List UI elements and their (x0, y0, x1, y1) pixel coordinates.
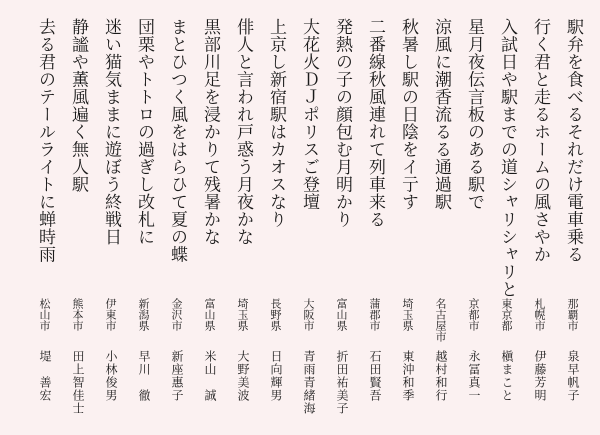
haiku-verse: 静謐や薫風遍く無人駅 (68, 18, 88, 193)
haiku-verse: まとひつく風をはらひて夏の蝶 (167, 18, 187, 263)
haiku-column (523, 0, 556, 435)
haiku-column (292, 0, 325, 435)
poet-location: 京都市 (467, 298, 480, 331)
poet-location: 長野県 (269, 298, 282, 331)
poet-name: 堤 善宏 (38, 350, 52, 402)
haiku-verse: 駅弁を食べるそれだけ電車乗る (563, 18, 583, 263)
poet-location: 埼玉県 (236, 298, 249, 331)
poet-location: 那覇市 (566, 298, 579, 331)
poet-name: 泉早帆子 (566, 350, 580, 402)
poet-name: 永冨真一 (467, 350, 481, 402)
haiku-column (490, 0, 523, 435)
poet-name: 伊藤芳明 (533, 350, 547, 402)
haiku-column (556, 0, 589, 435)
poet-name: 越村和行 (434, 350, 448, 402)
poet-location: 金沢市 (170, 298, 183, 331)
poet-name: 田上智佳士 (71, 350, 85, 415)
poet-name: 東沖和季 (401, 350, 415, 402)
poet-name: 折田祐美子 (335, 350, 349, 415)
haiku-verse: 二番線秋風連れて列車来る (365, 18, 385, 228)
haiku-verse: 秋暑し駅の日陰をイ亍す (398, 18, 418, 211)
poet-location: 熊本市 (71, 298, 84, 331)
haiku-verse: 入試日や駅までの道シャリシャリと (497, 18, 517, 298)
poet-location: 埼玉県 (401, 298, 414, 331)
poet-location: 伊東市 (104, 298, 117, 331)
haiku-column (457, 0, 490, 435)
poet-name: 石田賢吾 (368, 350, 382, 402)
poet-name: 日向輝男 (269, 350, 283, 402)
haiku-column (28, 0, 61, 435)
haiku-column (358, 0, 391, 435)
poet-location: 札幌市 (533, 298, 546, 331)
haiku-verse: 去る君のテールライトに蝉時雨 (35, 18, 55, 263)
poet-location: 富山県 (203, 298, 216, 331)
haiku-column (127, 0, 160, 435)
haiku-verse: 星月夜伝言板のある駅で (464, 18, 484, 211)
haiku-column (61, 0, 94, 435)
haiku-column (424, 0, 457, 435)
haiku-verse: 俳人と言われ戸惑う月夜かな (233, 18, 253, 246)
poet-location: 大阪市 (302, 298, 315, 331)
poet-location: 名古屋市 (434, 298, 447, 342)
poet-name: 槇まこと (500, 350, 514, 402)
haiku-column (94, 0, 127, 435)
haiku-column (259, 0, 292, 435)
poet-location: 富山県 (335, 298, 348, 331)
poet-location: 新潟県 (137, 298, 150, 331)
poet-name: 青雨青緒海 (302, 350, 316, 415)
poet-name: 早川 徹 (137, 350, 151, 402)
haiku-column (160, 0, 193, 435)
haiku-column (193, 0, 226, 435)
poet-name: 大野美波 (236, 350, 250, 402)
haiku-column (325, 0, 358, 435)
haiku-verse: 上京し新宿駅はカオスなり (266, 18, 286, 228)
poet-name: 小林俊男 (104, 350, 118, 402)
haiku-verse: 大花火ＤＪポリスご登壇 (299, 18, 319, 211)
poet-location: 蒲郡市 (368, 298, 381, 331)
poet-location: 東京都 (500, 298, 513, 331)
haiku-verse: 団栗やトトロの過ぎし改札に (134, 18, 154, 246)
haiku-verse: 迷い猫気ままに遊ぼう終戦日 (101, 18, 121, 246)
haiku-verse: 行く君と走るホームの風さやか (530, 18, 550, 263)
poet-name: 新座惠子 (170, 350, 184, 402)
poet-location: 松山市 (38, 298, 51, 331)
poet-name: 米山 誠 (203, 350, 217, 402)
haiku-column (226, 0, 259, 435)
haiku-column (391, 0, 424, 435)
haiku-verse: 発熱の子の顔包む月明かり (332, 18, 352, 228)
haiku-verse: 黒部川足を浸かりて残暑かな (200, 18, 220, 246)
haiku-verse: 涼風に潮香流るる通過駅 (431, 18, 451, 211)
